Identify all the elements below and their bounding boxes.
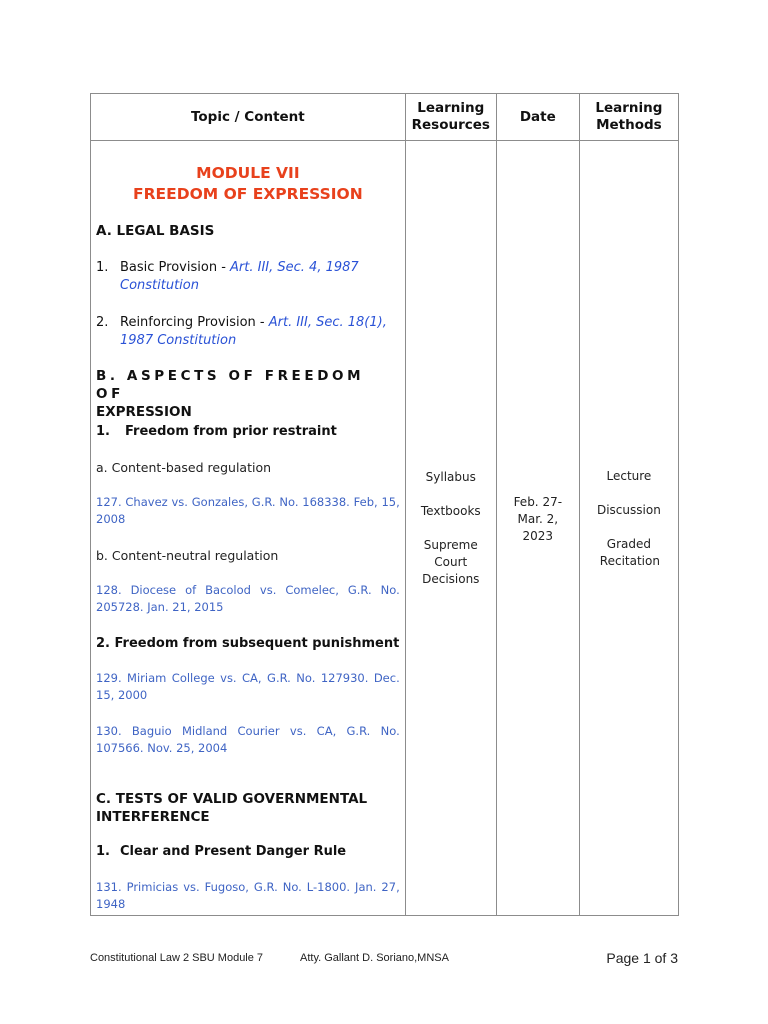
resource-item: Syllabus xyxy=(425,469,476,484)
method-item: Discussion xyxy=(596,503,661,517)
content-row xyxy=(91,141,679,916)
sub-title: Freedom from prior restraint xyxy=(125,424,337,439)
item-number: 1. xyxy=(96,260,109,275)
item-number: 2. xyxy=(96,315,109,330)
section-c-sub-1 xyxy=(96,843,400,861)
section-b-sub-2: 2. Freedom from subsequent punishment xyxy=(96,636,400,651)
section-b-heading-line1: B. ASPECTS OF FREEDOM OF xyxy=(96,368,365,402)
section-b-heading xyxy=(96,367,400,421)
header-resources-line1: Learning xyxy=(417,100,485,116)
header-topic: Topic / Content xyxy=(91,94,406,141)
resources-cell xyxy=(405,141,496,916)
header-row xyxy=(91,94,679,141)
header-date: Date xyxy=(496,94,579,141)
content-neutral-label: b. Content-neutral regulation xyxy=(96,548,279,563)
header-resources-line2: Resources xyxy=(411,117,490,133)
resource-item: Textbooks xyxy=(420,503,481,518)
topic-content-cell xyxy=(91,141,406,916)
case-131: 131. Primicias vs. Fugoso, G.R. No. L-1800. Jan. 27, 1948 xyxy=(96,880,400,911)
header-resources xyxy=(405,94,496,141)
syllabus-table xyxy=(90,93,679,916)
legal-reference: Art. III, Sec. 18(1), xyxy=(268,315,387,330)
section-b-heading-line2: EXPRESSION xyxy=(96,404,192,420)
method-item: Graded Recitation xyxy=(599,537,660,568)
date-value: Feb. 27-Mar. 2, 2023 xyxy=(513,494,563,543)
module-title xyxy=(91,163,405,205)
item-number: 1. xyxy=(96,844,110,859)
case-127: 127. Chavez vs. Gonzales, G.R. No. 168338. Feb, 15, 2008 xyxy=(96,495,400,526)
section-a-item-2 xyxy=(96,314,400,350)
legal-reference-cont: 1987 Constitution xyxy=(120,333,237,348)
methods-cell xyxy=(579,141,678,916)
resource-item: Supreme Court Decisions xyxy=(422,537,480,586)
item-label: Reinforcing Provision - xyxy=(120,315,269,330)
footer-course: Constitutional Law 2 SBU Module 7 xyxy=(90,952,264,964)
date-cell xyxy=(496,141,579,916)
legal-reference-cont: Constitution xyxy=(120,278,199,293)
case-130: 130. Baguio Midland Courier vs. CA, G.R. No. 107566. Nov. 25, 2004 xyxy=(96,724,400,755)
section-c-heading-line2: INTERFERENCE xyxy=(96,809,210,825)
header-methods xyxy=(579,94,678,141)
module-title-line2: FREEDOM OF EXPRESSION xyxy=(133,185,363,203)
footer-author: Atty. Gallant D. Soriano,MNSA xyxy=(300,952,449,964)
section-b-sub-1 xyxy=(96,423,400,441)
header-methods-line2: Methods xyxy=(596,117,662,133)
case-128: 128. Diocese of Bacolod vs. Comelec, G.R. No. 205728. Jan. 21, 2015 xyxy=(96,583,400,614)
legal-reference: Art. III, Sec. 4, 1987 xyxy=(230,260,359,275)
footer-page-number: Page 1 of 3 xyxy=(606,950,678,966)
section-a-item-1 xyxy=(96,259,400,295)
case-129: 129. Miriam College vs. CA, G.R. No. 127930. Dec. 15, 2000 xyxy=(96,671,400,702)
item-label: Basic Provision - xyxy=(120,260,231,275)
module-title-line1: MODULE VII xyxy=(196,164,300,182)
content-based-label: a. Content-based regulation xyxy=(96,460,272,475)
section-c-heading xyxy=(96,790,400,826)
item-number: 1. xyxy=(96,424,110,439)
section-a-heading: A. LEGAL BASIS xyxy=(96,223,215,239)
header-methods-line1: Learning xyxy=(595,100,663,116)
section-c-heading-line1: C. TESTS OF VALID GOVERNMENTAL xyxy=(96,791,368,807)
method-item: Lecture xyxy=(606,469,652,483)
sub-title: Clear and Present Danger Rule xyxy=(120,844,347,859)
